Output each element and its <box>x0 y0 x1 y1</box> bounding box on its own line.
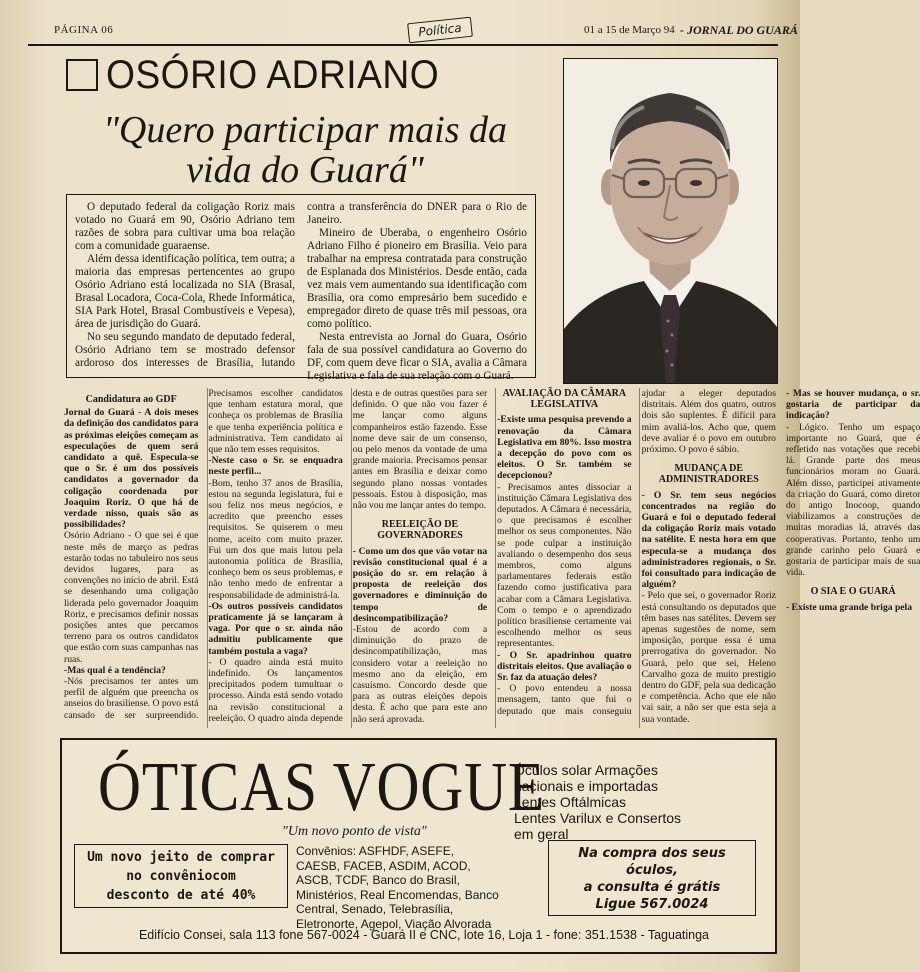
section-heading: MUDANÇA DE ADMINISTRADORES <box>658 463 759 486</box>
section-tag: Política <box>407 17 473 44</box>
ad-offer-line: desconto de até 40% <box>106 888 256 903</box>
ad-agreement-line: Central, Senado, Telebrasília, <box>296 902 454 916</box>
interview-answer: - Pelo que sei, o governador Roriz está consultando os deputados que têm bases nas satélites. Devem ser apenas sugestões de nome, sem imposição, porque essa é uma prerrogativa do governador. No Guará, pelo que sei, Heleno Carvalho goza de muito prestígio dentro do GDF, pela sua dedicação e competência. Acho que ele não vai sair, a não ser que esta seja a sua vontade. <box>641 590 776 725</box>
lead-paragraph: Mineiro de Uberaba, o engenheiro Osório Adriano Filho é pioneiro em Brasília. Veio para trabalhar na empresa contratada para construção de Esplanada dos Ministérios. Desde então, cada vez mais vem aumentando sua identificação com Brasília, ora como empresário bem sucedido e empregador direto de quase três mil pessoas, ora como político. <box>307 227 527 330</box>
section-heading: REELEIÇÃO DE GOVERNADORES <box>377 519 463 542</box>
interview-question: -Os outros possíveis candidatos praticamente já se lançaram à vaga. Por que o sr. ainda não admitiu publicamente que também postula a vaga? <box>208 600 343 657</box>
ad-products <box>514 762 764 842</box>
interview-question: - Existe uma grande briga pela <box>785 601 913 613</box>
lead-paragraph: Além dessa identificação política, tem outra; a maioria das empresas pertencentes ao grupo Osório Adriano está localizada no SIA (Brasal, Brasal Locadora, Coca-Cola, Rhede Informática, SIA Park Hotel, Brasal Combustíveis e Vepesa), área de jurisdição do Guará. <box>75 253 295 330</box>
interview-body <box>64 388 920 728</box>
interview-question: -Existe uma pesquisa prevendo a renovação da Câmara Legislativa em 80%. Isso mostra a decepção do povo com os eleitos. O Sr. também se decepcionou? <box>497 414 632 482</box>
interview-question: - Mas se houver mudança, o sr. gostaria de participar da indicação? <box>785 388 920 422</box>
ad-agreement-line: ASCB, TCDF, Banco do Brasil, <box>296 873 460 887</box>
interview-question: - O Sr. apadrinhou quatro distritais eleitos. Que avaliação o Sr. faz da atuação deles? <box>497 649 632 684</box>
page-number: PÁGINA 06 <box>54 24 114 36</box>
ad-agreement-line: Convênios: ASFHDF, ASEFE, <box>296 844 455 858</box>
ad-product-line: em geral <box>514 826 569 842</box>
ad-promo-line: Ligue 567.0024 <box>595 897 709 912</box>
interview-answer: - Precisamos antes dissociar a instituição Câmara Legislativa dos deputados. A Câmara é necessária, o que precisamos é escolher melhor os seus componentes. Não se pode culpar a instituição avaliando o desempenho dos seus membros, como alguns parlamentares federais estão fazendo como justificativa para acabar com a Câmara Legislativa. Com o tempo e o aprendizado político brasiliense certamente vai escolhendo melhor os seus representantes. <box>497 481 632 650</box>
ad-promo-line: Na compra dos seus <box>578 846 726 861</box>
issue-date: 01 a 15 de Março 94 <box>584 24 675 36</box>
interview-question: -Neste caso o Sr. se enquadra neste perfil... <box>208 455 343 478</box>
ad-brand: ÓTICAS VOGUE <box>98 749 546 826</box>
ad-agreement-line: Ministérios, Real Encomendas, Banco <box>296 887 499 902</box>
interview-answer: Osório Adriano - O que sei é que neste mês de março as pedras estarão todas no tabuleiro nos seus devidos lugares, para as convenções no início de abril. Está se desenhando uma coligação liderada pelo governador Joaquim Roriz, e precisamos definir nossas posições antes que percamos terreno para os outros candidatos que estão com suas campanhas nas ruas. <box>64 530 199 665</box>
square-icon <box>66 59 98 91</box>
page-header <box>28 20 798 46</box>
ad-promo-line: a consulta é grátis <box>583 880 721 895</box>
ad-product-line: Lentes Varilux e Consertos <box>514 810 682 826</box>
ad-product-line: Lentes Oftálmicas <box>514 794 627 810</box>
lead-paragraph: No seu segundo mandato de deputado federal, Osório Adriano tem se mostrado defensor ardoroso dos interesses de Brasília, lutando contra a transferência do DNER para o Rio de Janeiro. <box>75 201 527 369</box>
pull-quote: "Quero participar mais da vida do Guará" <box>102 109 508 191</box>
section-heading: O SIA E O GUARÁ <box>810 586 896 598</box>
interview-question: - O Sr. tem seus negócios concentrados na região do Guará e foi o deputado federal da coligação Roriz mais votado na satélite. E nesta hora em que especula-se a mudança dos administradores regionais, o Sr. foi consultado para indicação de alguém? <box>641 489 776 591</box>
interview-question: - Como um dos que vão votar na revisão constitucional qual é a posição do sr. em relação à proposta de reeleição dos governadores e diminuição do tempo de desincompatibilização? <box>352 545 488 624</box>
section-heading: AVALIAÇÃO DA CÂMARA LEGISLATIVA <box>502 388 627 411</box>
interview-question: Jornal do Guará - A dois meses da definição dos candidatos para as próximas eleições começam as especulações de quem será candidato a quê. Especula-se que o Sr. é um dos possíveis candidatos a governador da coligação coordenada por Joaquim Roriz. O que há de verdade nisso, quais são as possibilidades? <box>64 407 199 531</box>
ad-offer-line: Um novo jeito de comprar <box>87 850 275 865</box>
ad-product-line: nacionais e importadas <box>514 778 658 794</box>
ad-agreements <box>296 844 528 931</box>
ad-promo-line: óculos, <box>626 863 678 878</box>
ad-agreement-line: Eletronorte, Agepol, Viação Alvorada <box>296 916 492 931</box>
interview-answer: -Bom, tenho 37 anos de Brasília, estou na segunda legislatura, fui e sou feliz nos meus negócios, e acredito que preencho esses requisitos. Se quiserem o meu nome, aceito com muito prazer. Fui um dos que mais lutou pela autonomia política de Brasília, conheço bem os seus problemas, e não tenho medo de enfrentar a responsabilidade de administrá-la. <box>208 477 343 601</box>
ad-promo-box <box>548 840 756 916</box>
ad-offer-line: no convêniocom <box>126 869 236 884</box>
ad-product-line: Óculos solar Armações <box>514 762 658 778</box>
optics-advertisement <box>60 738 777 954</box>
ad-address: Edifício Consei, sala 113 fone 567-0024 - Guará II e CNC, lote 16, Loja 1 - fone: 351.1538 - Taguatinga <box>138 928 710 942</box>
portrait-photo <box>563 58 778 384</box>
newspaper-name: - JORNAL DO GUARÁ <box>680 23 798 37</box>
ad-offer-box <box>74 844 288 908</box>
headline-text: OSÓRIO ADRIANO <box>106 52 440 97</box>
headline <box>66 54 464 96</box>
ad-slogan: "Um novo ponto de vista" <box>282 824 427 839</box>
interview-answer: - O quadro ainda está muito indefinido. Os lançamentos precipitados podem tumultuar o processo. Ainda está sendo votado na revisão constitucional a reeleição. O quadro ainda depende desta e de outras questões para ser definido. O que não vou fazer é me lançar como alguns companheiros estão fazendo. Esse nome deve sair de um consenso, ou pelo menos da vontade de uma grande maioria. Precisamos pensar antes em Brasília e deixar como segundo plano nossas vontades pessoais. Estou à disposição, mas não vou me lançar antes do tempo. <box>208 388 488 724</box>
interview-answer: - O povo entendeu a nossa mensagem, tanto que fui o deputado que mais conseguiu ajudar a eleger deputados distritais. Além dos quatro, outros dois são suplentes. É difícil para mim avaliá-los. Acho que, quem deve avaliar é o povo em outubro próximo. O povo é sábio. <box>497 388 776 717</box>
interview-answer: -Estou de acordo com a diminuição do prazo de desincompatibilização, mas considero votar a reeleição no mesmo ano da eleição, em casuísmo. Concordo desde que para as outras eleições depois desta. É acho que para este ano não será aprovada. <box>352 624 488 725</box>
lead-paragraph: O deputado federal da coligação Roriz mais votado no Guará em 90, Osório Adriano tem razões de sobra para cultivar uma boa relação com a comunidade guaraense. <box>75 201 295 252</box>
interview-answer: - Lógico. Tenho um espaço importante no Guará, que é refletido nas votações que recebi lá. Grande parte dos meus funcionários moram no Guará. Além disso, participei ativamente da criação do Guará, como diretor do antigo Inocoop, quando viabilizamos a construções de muitas moradias lá, através das cooperativas. Portanto, tenho um grande carinho pelo Guará e gostaria de participar mais de sua vida. <box>785 421 920 579</box>
lead-box <box>66 194 536 382</box>
portrait-illustration <box>564 59 777 383</box>
lead-paragraph: Nesta entrevista ao Jornal do Guara, Osório fala de sua possível candidatura ao Governo do DF, com quem deve ficar o SIA, avalia a Câmara Legislativa e fala de sua relação com o Guará. <box>307 331 527 382</box>
section-heading: Candidatura ao GDF <box>85 394 177 405</box>
interview-answer: -Nós precisamos ter antes um perfil de alguém que preencha os anseios do brasiliense. O povo está cansado de ser surpreendido. Precisamos escolher candidatos que tenham estatura moral, que conheça os problemas de Brasília e que tenha experiência política e administrativa. Tem candidato aí que não tem esses requisitos. <box>64 388 343 721</box>
lead-text <box>75 201 527 383</box>
interview-question: -Mas qual é a tendência? <box>64 664 166 676</box>
ad-agreement-line: CAESB, FACEB, ASDIM, ACOD, <box>296 858 471 873</box>
